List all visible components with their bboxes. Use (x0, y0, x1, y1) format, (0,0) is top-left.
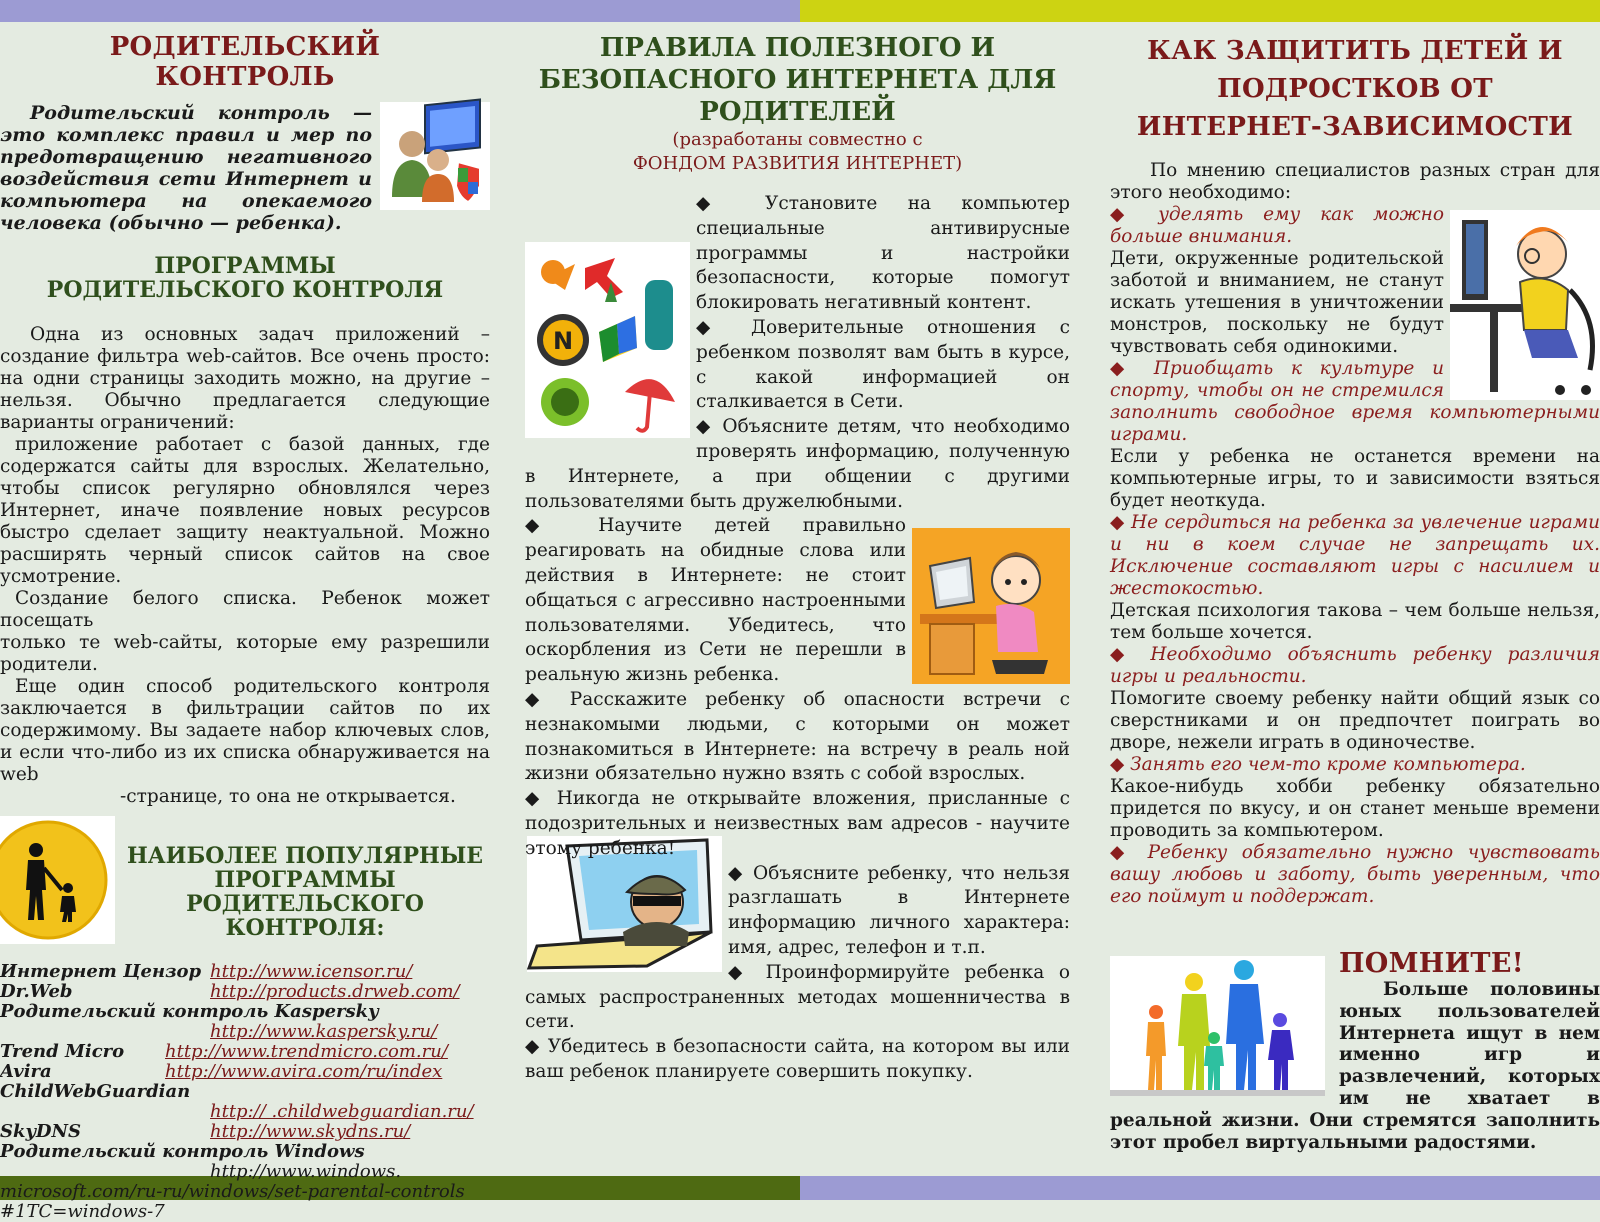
program-name: ChildWebGuardian (0, 1081, 191, 1102)
blacklist-paragraph: приложение работает с базой данных, где содержатся сайты для взрослых. Желательно, чтобы список регулярно обновлялся через Интернет, иначе появление новых ресурсов быстро сделает защиту неактуальной. Можно расширять черный список сайтов на свое усмотрение. (0, 434, 490, 587)
rule-safe-shopping: ◆ Убедитесь в безопасности сайта, на котором вы или ваш ребенок планируете совершить покупку. (525, 1036, 1070, 1082)
family-sign-icon (0, 816, 115, 944)
programs-description (0, 324, 490, 808)
middle-column (525, 24, 1070, 1174)
program-row (0, 1002, 490, 1022)
rules-list (525, 192, 1070, 1085)
program-link[interactable]: http://www.windows. (210, 1161, 402, 1182)
program-link[interactable]: http://www.kaspersky.ru/ (210, 1021, 438, 1042)
whitelist-paragraph-cont: только те web-сайты, которые ему разрешили родители. (0, 632, 490, 675)
rule-trust: ◆ Доверительные отношения с ребенком позволят вам быть в курсе, с какой информацией он сталкивается в Сети. (696, 316, 1070, 413)
program-name: Родительский контроль Kaspersky (0, 1001, 379, 1022)
programs-heading-line1: ПРОГРАММЫ (154, 253, 336, 279)
popular-programs-header (0, 816, 490, 944)
top-color-bar (0, 0, 1600, 22)
rules-title: ПРАВИЛА ПОЛЕЗНОГО И БЕЗОПАСНОГО ИНТЕРНЕТА ДЛЯ РОДИТЕЛЕЙ (538, 33, 1057, 127)
program-name: Trend Micro (0, 1041, 125, 1062)
top-bar-yellow (800, 0, 1600, 22)
rule-personal-info: ◆ Объясните ребенку, что нельзя разглашать в Интернете информацию личного характера: имя, адрес, телефон и т.п. (728, 862, 1070, 958)
program-row (0, 1042, 490, 1062)
girl-at-computer-image (912, 528, 1070, 684)
tip-game-vs-reality-text: Помогите своему ребенку найти общий язык со сверстниками и он предпочтет поиграть во дворе, нежели играть в одиночестве. (1110, 688, 1600, 753)
tip-love-care: ◆ Ребенку обязательно нужно чувствовать вашу любовь и заботу, быть уверенным, что его поймут и поддержат. (1110, 842, 1600, 907)
rule-verify-information: ◆ Объясните детям, что необходимо проверять информацию, полученную в Интернете, а при общении с другими пользователями быть дружелюбными. (525, 416, 1070, 512)
keyword-filter-paragraph-end: -странице, то она не открывается. (120, 786, 456, 807)
rule-attachments: ◆ Никогда не открывайте вложения, присланные с подозрительных и неизвестных вам адресов - научите этому ребенка! (525, 788, 1070, 859)
tip-culture-sport-text: Если у ребенка не останется времени на компьютерные игры, то и зависимости взяться будет неоткуда. (1110, 446, 1600, 511)
tip-attention: ◆ уделять ему как можно больше внимания. (1110, 204, 1444, 247)
program-row (0, 962, 490, 982)
program-link[interactable]: http://www.skydns.ru/ (210, 1121, 411, 1142)
program-link[interactable]: microsoft.com/ru-ru/windows/set-parental-controls (0, 1181, 465, 1202)
rule-offensive-words: ◆ Научите детей правильно реагировать на обидные слова или действия в Интернете: не стоит общаться с агрессивно настроенными пользователями. Убедитесь, что оскорбления из Сети не перешли в реальную жизнь ребенка. (525, 515, 906, 686)
tip-hobby: ◆ Занять его чем-то кроме компьютера. (1110, 754, 1526, 775)
family-silhouette-image (1110, 956, 1325, 1096)
keyword-filter-paragraph: Еще один способ родительского контроля заключается в фильтрации сайтов по их содержимому. Вы задаете набор ключевых слов, и если что-либо из их списка обнаруживается на web (0, 676, 490, 785)
program-row (0, 1022, 490, 1042)
program-row (0, 982, 490, 1002)
boy-at-computer-image (1450, 210, 1600, 400)
top-bar-purple (0, 0, 800, 22)
program-link[interactable]: http:// .childwebguardian.ru/ (210, 1101, 474, 1122)
tips-block (1110, 160, 1600, 908)
program-link[interactable]: http://products.drweb.com/ (210, 981, 460, 1002)
left-column (0, 24, 490, 1222)
tip-no-anger: ◆ Не сердиться на ребенка за увлечение играми и ни в коем случае не запрещать их. Исключение составляют игры с насилием и жестокостью. (1110, 512, 1600, 599)
eset-logo-text: eset (671, 298, 687, 334)
experts-intro: По мнению специалистов разных стран для этого необходимо: (1110, 160, 1600, 203)
program-link[interactable]: #1TC=windows-7 (0, 1201, 165, 1222)
rule-antivirus: ◆ Установите на компьютер специальные антивирусные программы и настройки безопасности, которые помогут блокировать негативный контент. (696, 193, 1070, 314)
program-row (0, 1182, 490, 1202)
program-name: Avira (0, 1061, 52, 1082)
program-row (0, 1102, 490, 1122)
program-row (0, 1202, 490, 1222)
program-row (0, 1142, 490, 1162)
program-row (0, 1082, 490, 1102)
tip-game-vs-reality: ◆ Необходимо объяснить ребенку различия игры и реальности. (1110, 644, 1600, 687)
remember-title: ПОМНИТЕ! (1339, 948, 1524, 979)
parental-control-title: РОДИТЕЛЬСКИЙ КОНТРОЛЬ (109, 32, 381, 92)
program-row (0, 1122, 490, 1142)
remember-block (1110, 948, 1600, 1153)
whitelist-paragraph: Создание белого списка. Ребенок может посещать (0, 588, 490, 631)
program-name: Интернет Цензор (0, 961, 202, 982)
right-column (1110, 24, 1600, 1174)
program-name: Dr.Web (0, 981, 73, 1002)
intro-block (0, 102, 490, 234)
program-name: Родительский контроль Windows (0, 1141, 365, 1162)
program-row (0, 1162, 490, 1182)
rules-subtitle-line1: (разработаны совместно с (672, 129, 923, 150)
filter-paragraph: Одна из основных задач приложений – создание фильтра web-сайтов. Все очень просто: на одни страницы заходить можно, на другие – нельзя. Обычно предлагается следующие варианты ограничений: (0, 324, 490, 433)
tip-attention-text: Дети, окруженные родительской заботой и вниманием, не станут искать утешения в уничтожении монстров, поскольку не будут чувствовать себя одинокими. (1110, 248, 1444, 357)
rules-subtitle-line2: ФОНДОМ РАЗВИТИЯ ИНТЕРНЕТ) (632, 153, 963, 174)
program-name: SkyDNS (0, 1121, 81, 1142)
tip-no-anger-text: Детская психология такова – чем больше нельзя, тем больше хочется. (1110, 600, 1600, 643)
remember-text: Больше половины юных пользователей Интернета ищут в нем именно игр и развлечений, которых им не хватает в реальной жизни. Они стремятся заполнить этот пробел виртуальными радостями. (1110, 979, 1600, 1153)
tip-culture-sport: ◆ Приобщать к культуре и спорту, чтобы он не стремился заполнить свободное время компьютерными играми. (1110, 358, 1600, 445)
programs-heading-line2: РОДИТЕЛЬСКОГО КОНТРОЛЯ (46, 277, 444, 303)
parental-control-computer-icon (380, 102, 490, 210)
programs-list (0, 962, 490, 1222)
program-row (0, 1062, 490, 1082)
popular-programs-heading: НАИБОЛЕЕ ПОПУЛЯРНЫЕ ПРОГРАММЫ РОДИТЕЛЬСКОГО КОНТРОЛЯ: (126, 843, 484, 941)
program-link[interactable]: http://www.avira.com/ru/index (165, 1061, 443, 1082)
program-link[interactable]: http://www.icensor.ru/ (210, 961, 413, 982)
bottom-bar-purple (800, 1176, 1600, 1200)
norton-logo-text: N (552, 327, 574, 355)
rule-strangers: ◆ Расскажите ребенку об опасности встречи с незнакомыми людьми, с которыми он может познакомиться в Интернете: на встречу в реаль ной жизни обязательно нужно взять с собой взрослых. (525, 688, 1070, 785)
program-link[interactable]: http://www.trendmicro.com.ru/ (165, 1041, 448, 1062)
parental-control-definition: Родительский контроль — это комплекс правил и мер по предотвращению негативного воздействия сети Интернет и компьютера на опекаемого человека (обычно — ребенка). (0, 102, 372, 234)
antivirus-logos-image (525, 242, 690, 438)
tip-hobby-text: Какое-нибудь хобби ребенку обязательно придется по вкусу, и он станет меньше времени проводить за компьютером. (1110, 776, 1600, 841)
addiction-title: КАК ЗАЩИТИТЬ ДЕТЕЙ И ПОДРОСТКОВ ОТ ИНТЕРНЕТ-ЗАВИСИМОСТИ (1136, 36, 1574, 142)
rule-fraud: ◆ Проинформируйте ребенка о самых распространенных методах мошенничества в сети. (525, 961, 1070, 1033)
